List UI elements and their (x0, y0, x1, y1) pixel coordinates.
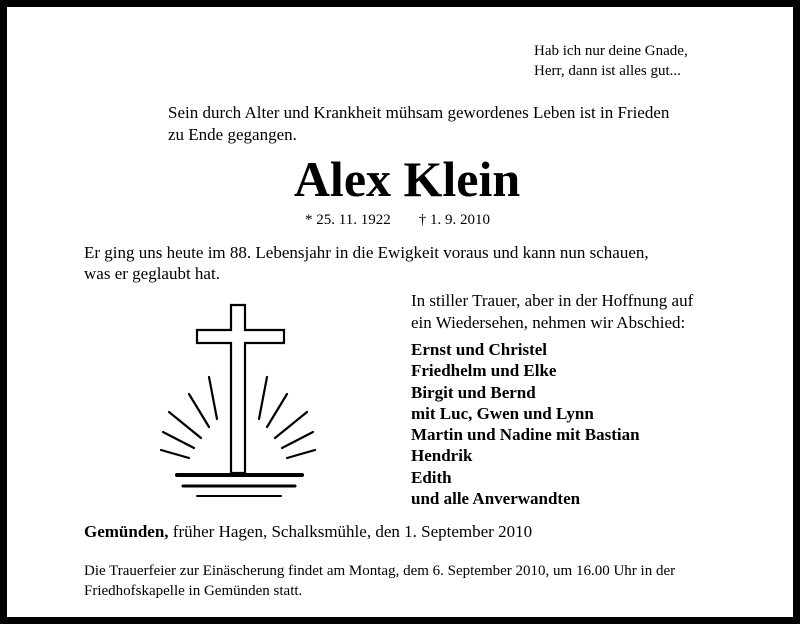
mourner-item: Edith (411, 467, 452, 487)
eternity-line-2: was er geglaubt hat. (84, 264, 220, 283)
mourner-item: mit Luc, Gwen und Lynn (411, 403, 594, 423)
eternity-text (84, 242, 649, 284)
grief-line-1: In stiller Trauer, aber in der Hoffnung auf (411, 291, 694, 310)
place-date-line (84, 521, 532, 543)
funeral-line-1: Die Trauerfeier zur Einäscherung findet am Montag, dem 6. September 2010, um 16.00 Uhr in der (84, 563, 676, 579)
place-town: Gemünden, (84, 522, 169, 541)
death-date: † 1. 9. 2010 (418, 212, 490, 228)
funeral-line-2: Friedhofskapelle in Gemünden statt. (84, 582, 303, 599)
intro-text (168, 102, 669, 146)
mourner-item: Hendrik (411, 446, 473, 466)
funeral-notice (84, 562, 734, 601)
grief-line-2: ein Wiedersehen, nehmen wir Abschied: (411, 313, 686, 332)
eternity-line-1: Er ging uns heute im 88. Lebensjahr in die Ewigkeit voraus und kann nun schauen, (84, 243, 649, 262)
deceased-name: Alex Klein (293, 151, 521, 207)
mourner-item: Birgit und Bernd (411, 382, 536, 402)
motto-line-1: Hab ich nur deine Gnade, (534, 43, 688, 59)
cross-sunrise-icon (157, 297, 327, 507)
mourner-item: Friedhelm und Elke (411, 361, 557, 381)
birth-date: * 25. 11. 1922 (305, 212, 391, 228)
motto (534, 41, 688, 81)
intro-line-1: Sein durch Alter und Krankheit mühsam gewordenes Leben ist in Frieden (168, 103, 670, 122)
intro-line-2: zu Ende gegangen. (168, 125, 297, 144)
life-dates (305, 210, 490, 230)
place-rest: früher Hagen, Schalksmühle, den 1. September 2010 (168, 522, 533, 541)
grief-text (411, 290, 693, 334)
motto-line-2: Herr, dann ist alles gut... (534, 63, 681, 79)
mourner-item: Martin und Nadine mit Bastian (411, 425, 640, 445)
mourner-item: und alle Anverwandten (411, 489, 581, 509)
mourners-list (411, 339, 640, 509)
mourner-item: Ernst und Christel (411, 340, 548, 359)
